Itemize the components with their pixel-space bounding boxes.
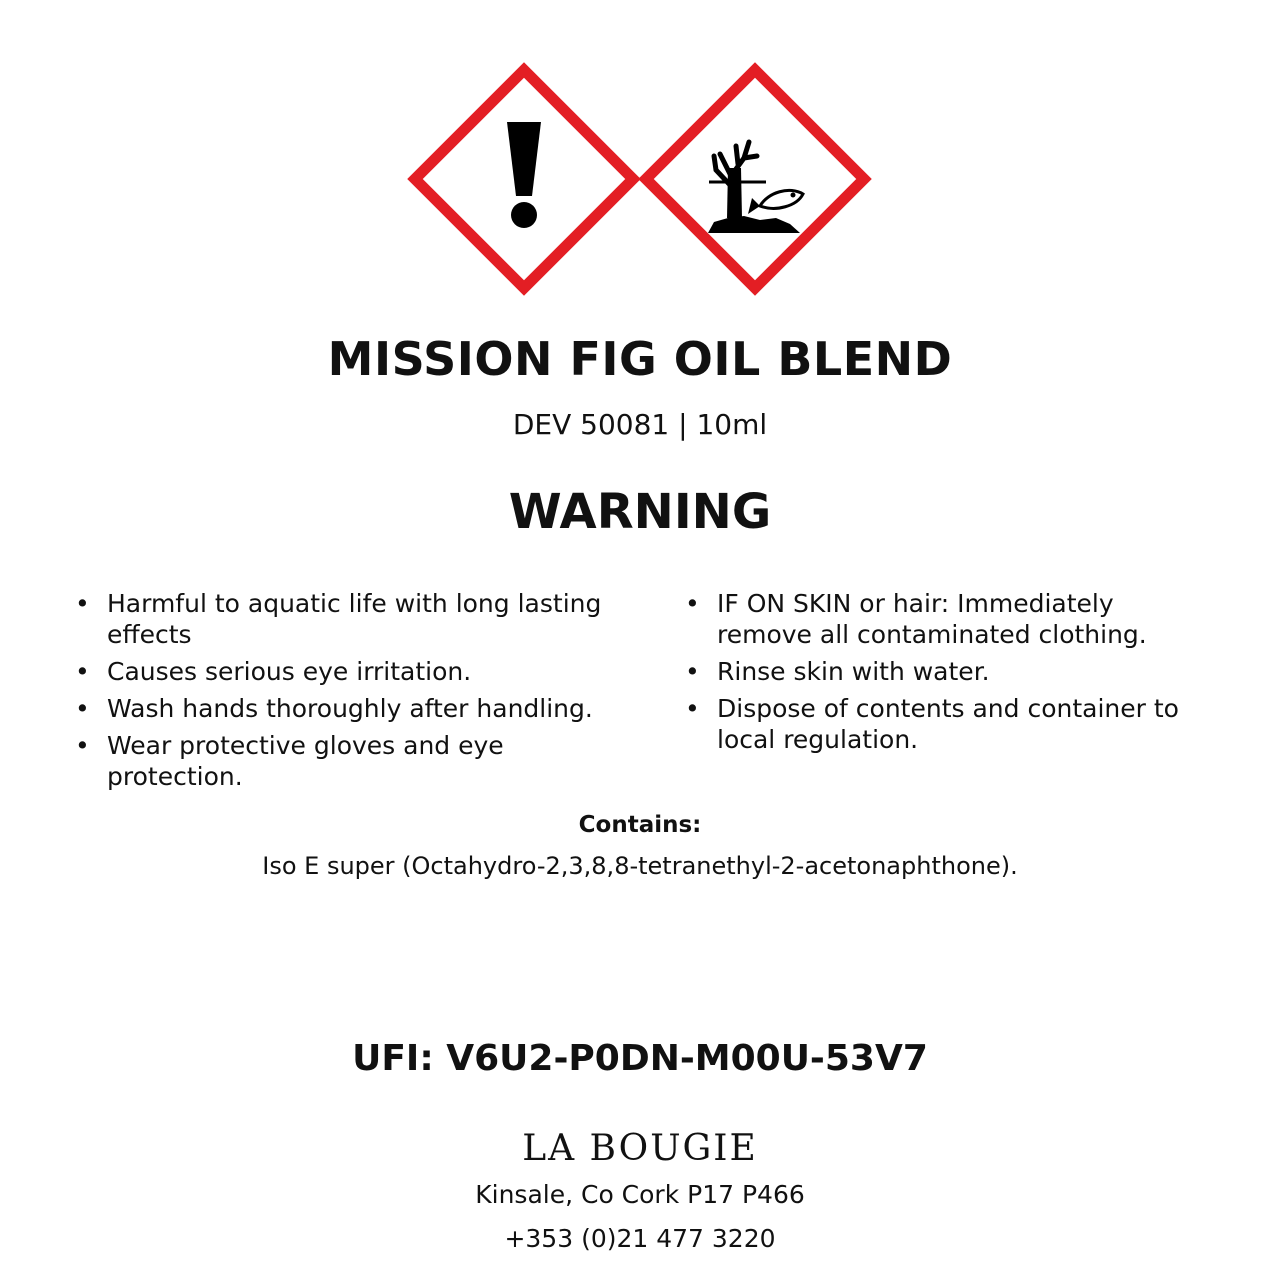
product-name: MISSION FIG OIL BLEND: [327, 332, 953, 386]
statements-left-column: [72, 588, 620, 798]
statement-item: • Wash hands thoroughly after handling.: [72, 693, 620, 724]
statement-item: • Harmful to aquatic life with long lasting effects: [72, 588, 620, 650]
product-code-line: DEV 50081 | 10ml: [512, 408, 768, 441]
supplier-address: Kinsale, Co Cork P17 P466: [475, 1180, 805, 1209]
statement-item: • Wear protective gloves and eye protection.: [72, 730, 620, 792]
pictogram-row: [0, 58, 1280, 303]
supplier-phone: +353 (0)21 477 3220: [504, 1224, 776, 1253]
hazard-statements: [72, 588, 1212, 798]
statement-item: • IF ON SKIN or hair: Immediately remove all contaminated clothing.: [682, 588, 1212, 650]
contains-title: Contains:: [578, 812, 702, 838]
statements-right-column: [682, 588, 1212, 798]
contains-text: Iso E super (Octahydro-2,3,8,8-tetranethyl-2-acetonaphthone).: [262, 852, 1018, 880]
signal-word: WARNING: [508, 484, 772, 540]
statement-item: • Dispose of contents and container to local regulation.: [682, 693, 1212, 755]
brand-name: LA BOUGIE: [522, 1128, 758, 1169]
ufi-code: UFI: V6U2-P0DN-M00U-53V7: [352, 1038, 928, 1079]
hazard-pictograms: [0, 58, 1280, 303]
statement-item: • Rinse skin with water.: [682, 656, 1212, 687]
exclamation-mark-icon: [415, 70, 633, 288]
environment-hazard-icon: [646, 70, 864, 288]
statement-item: • Causes serious eye irritation.: [72, 656, 620, 687]
